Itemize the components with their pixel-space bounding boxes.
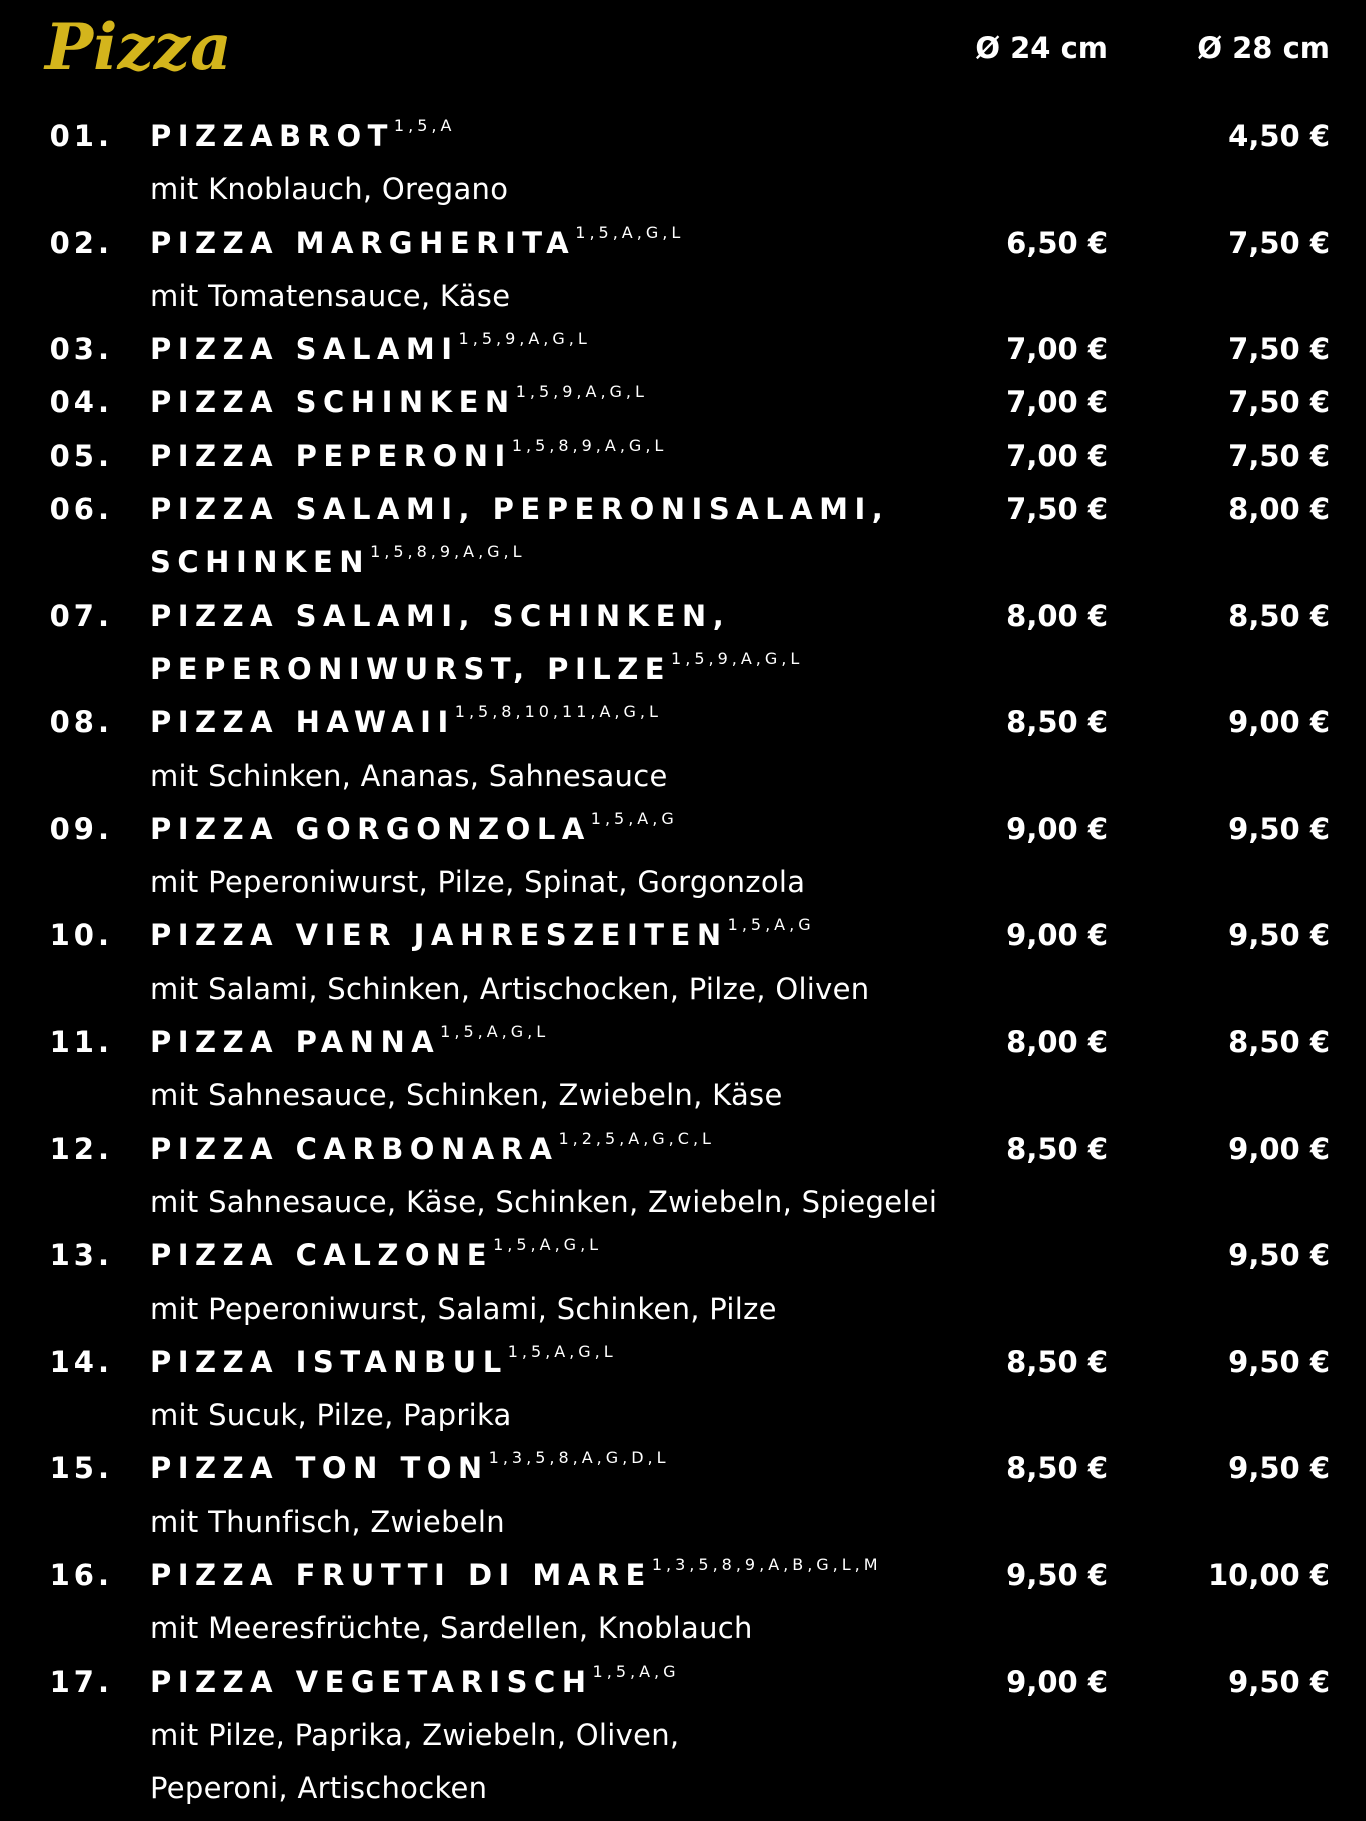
menu-item-row [0, 323, 1366, 376]
item-description: mit Salami, Schinken, Artischocken, Pilze, Oliven [150, 971, 870, 1006]
allergen-codes: 1,5,A,G,L [493, 1235, 603, 1255]
item-name [150, 376, 970, 433]
column-header-24cm: Ø 24 cm [975, 31, 1108, 65]
allergen-codes: 1,5,A,G,L [507, 1341, 617, 1361]
item-number: 14. [49, 1344, 113, 1379]
page-title: Pizza [45, 10, 232, 85]
item-number: 11. [49, 1025, 113, 1060]
price-28cm: 8,50 € [1228, 598, 1330, 633]
item-name-text: PIZZABROT [150, 119, 394, 153]
allergen-codes: 1,5,A,G,L [440, 1022, 550, 1042]
allergen-codes: 1,5,9,A,G,L [458, 329, 591, 349]
menu-item-row [0, 1016, 1366, 1069]
item-number: 03. [49, 332, 113, 367]
allergen-codes: 1,5,A [393, 116, 456, 135]
price-24cm: 8,50 € [1006, 1131, 1108, 1166]
price-24cm: 8,00 € [1006, 598, 1108, 633]
item-number: 10. [49, 918, 113, 953]
price-24cm: 7,00 € [1006, 385, 1108, 420]
item-description: mit Sahnesauce, Käse, Schinken, Zwiebeln, Spiegelei [150, 1184, 938, 1219]
allergen-codes: 1,5,9,A,G,L [515, 382, 648, 402]
menu-item-row [0, 376, 1366, 429]
price-28cm: 9,50 € [1228, 811, 1330, 846]
item-name [150, 1336, 970, 1393]
item-name [150, 110, 970, 167]
item-description: mit Sucuk, Pilze, Paprika [150, 1398, 512, 1433]
allergen-codes: 1,5,A,G,L [575, 222, 685, 242]
price-28cm: 7,50 € [1228, 385, 1330, 420]
menu-item-row [0, 696, 1366, 749]
price-28cm: 9,50 € [1228, 1344, 1330, 1379]
item-name [150, 803, 970, 860]
item-number: 02. [49, 225, 113, 260]
item-number: 06. [49, 492, 113, 527]
menu-item-description-row [0, 1069, 1366, 1122]
allergen-codes: 1,5,8,9,A,G,L [370, 542, 526, 562]
item-name [150, 1442, 970, 1499]
menu-item-row [0, 909, 1366, 962]
item-name-text: PIZZA SALAMI, PEPERONISALAMI, [150, 492, 890, 527]
item-name-text: PIZZA CARBONARA [150, 1131, 559, 1166]
item-name [150, 323, 970, 380]
item-number: 04. [49, 385, 113, 420]
menu-item-description-row [0, 1283, 1366, 1336]
item-name-text: PIZZA VIER JAHRESZEITEN [150, 918, 728, 953]
menu-item-row [0, 803, 1366, 856]
price-24cm: 7,50 € [1006, 492, 1108, 527]
item-description: mit Meeresfrüchte, Sardellen, Knoblauch [150, 1611, 753, 1646]
item-name [150, 430, 970, 487]
allergen-codes: 1,2,5,A,G,C,L [558, 1128, 715, 1148]
item-number: 05. [49, 438, 113, 473]
menu-item-description-row [0, 1762, 1366, 1815]
item-name-text: PEPERONIWURST, PILZE [150, 651, 672, 686]
allergen-codes: 1,5,9,A,G,L [671, 648, 804, 668]
allergen-codes: 1,5,A,G [727, 915, 815, 935]
item-number: 15. [49, 1451, 113, 1486]
price-28cm: 9,00 € [1228, 705, 1330, 740]
price-24cm: 8,50 € [1006, 1451, 1108, 1486]
price-28cm: 9,50 € [1228, 1238, 1330, 1273]
price-24cm: 7,00 € [1006, 438, 1108, 473]
item-name [150, 1123, 970, 1180]
menu-item-row [0, 590, 1366, 643]
item-name-text: PIZZA VEGETARISCH [150, 1664, 593, 1699]
item-name-text: PIZZA PEPERONI [150, 438, 512, 473]
item-description: mit Knoblauch, Oregano [150, 172, 509, 207]
menu-item-description-row [0, 270, 1366, 323]
item-name-text: PIZZA PANNA [150, 1025, 441, 1060]
item-name-text: PIZZA FRUTTI DI MARE [150, 1558, 652, 1593]
menu-item-description-row [0, 1176, 1366, 1229]
item-name [150, 643, 970, 700]
item-description: Peperoni, Artischocken [150, 1771, 488, 1806]
item-description: mit Schinken, Ananas, Sahnesauce [150, 758, 668, 793]
price-28cm: 4,50 € [1228, 119, 1330, 153]
item-name [150, 1549, 970, 1606]
menu-item-row [0, 483, 1366, 536]
price-24cm: 9,00 € [1006, 1664, 1108, 1699]
price-24cm: 9,00 € [1006, 811, 1108, 846]
item-description: mit Thunfisch, Zwiebeln [150, 1504, 505, 1539]
menu-item-description-row [0, 1602, 1366, 1655]
allergen-codes: 1,5,A,G [592, 1661, 680, 1681]
item-name [150, 1229, 970, 1286]
price-24cm: 9,00 € [1006, 918, 1108, 953]
price-28cm: 8,00 € [1228, 492, 1330, 527]
menu-item-row [0, 1336, 1366, 1389]
item-number: 16. [49, 1558, 113, 1593]
menu-item-description-row [0, 1496, 1366, 1549]
menu-item-row [0, 1549, 1366, 1602]
item-name [150, 483, 970, 536]
menu-item-row [0, 430, 1366, 483]
item-number: 12. [49, 1131, 113, 1166]
menu-item-row [0, 1229, 1366, 1282]
item-name-text: PIZZA MARGHERITA [150, 225, 576, 260]
menu-item-row [0, 1123, 1366, 1176]
price-28cm: 7,50 € [1228, 438, 1330, 473]
item-number: 13. [49, 1238, 113, 1273]
item-description: mit Peperoniwurst, Pilze, Spinat, Gorgonzola [150, 865, 806, 900]
item-name [150, 1656, 970, 1713]
allergen-codes: 1,3,5,8,9,A,B,G,L,M [651, 1555, 882, 1575]
allergen-codes: 1,5,8,10,11,A,G,L [454, 702, 662, 722]
price-24cm: 6,50 € [1006, 225, 1108, 260]
menu-item-description-row [0, 963, 1366, 1016]
item-name [150, 217, 970, 274]
item-number: 09. [49, 811, 113, 846]
price-28cm: 9,50 € [1228, 918, 1330, 953]
item-name-text: SCHINKEN [150, 545, 371, 580]
item-name-text: PIZZA ISTANBUL [150, 1344, 508, 1379]
item-number: 17. [49, 1664, 113, 1699]
price-24cm: 8,00 € [1006, 1025, 1108, 1060]
menu-item-description-row [0, 1389, 1366, 1442]
item-description: mit Pilze, Paprika, Zwiebeln, Oliven, [150, 1717, 680, 1752]
item-description: mit Tomatensauce, Käse [150, 278, 511, 313]
item-name [150, 696, 970, 753]
allergen-codes: 1,3,5,8,A,G,D,L [488, 1448, 670, 1468]
allergen-codes: 1,5,A,G [590, 808, 678, 828]
item-name-text: PIZZA TON TON [150, 1451, 489, 1486]
item-name [150, 590, 970, 643]
price-24cm: 9,50 € [1006, 1558, 1108, 1593]
item-number: 08. [49, 705, 113, 740]
price-28cm: 9,50 € [1228, 1451, 1330, 1486]
menu-item-description-row [0, 856, 1366, 909]
price-28cm: 10,00 € [1207, 1558, 1330, 1593]
price-28cm: 8,50 € [1228, 1025, 1330, 1060]
price-28cm: 9,00 € [1228, 1131, 1330, 1166]
item-name-text: PIZZA HAWAII [150, 705, 455, 740]
menu-list [0, 110, 1366, 1816]
menu-item-description-row [0, 163, 1366, 216]
menu-item-name-continuation [0, 536, 1366, 589]
menu-item-row [0, 1656, 1366, 1709]
item-name [150, 1016, 970, 1073]
price-28cm: 9,50 € [1228, 1664, 1330, 1699]
price-24cm: 8,50 € [1006, 1344, 1108, 1379]
item-number: 07. [49, 598, 113, 633]
item-name-text: PIZZA SCHINKEN [150, 385, 516, 420]
menu-item-description-row [0, 750, 1366, 803]
price-24cm: 8,50 € [1006, 705, 1108, 740]
item-name-text: PIZZA SALAMI, SCHINKEN, [150, 598, 731, 633]
price-28cm: 7,50 € [1228, 332, 1330, 367]
menu-item-row [0, 110, 1366, 163]
price-24cm: 7,00 € [1006, 332, 1108, 367]
menu-item-name-continuation [0, 643, 1366, 696]
item-name [150, 536, 970, 593]
item-description: mit Peperoniwurst, Salami, Schinken, Pilze [150, 1291, 777, 1326]
menu-item-row [0, 1442, 1366, 1495]
item-name [150, 909, 970, 966]
item-name-text: PIZZA GORGONZOLA [150, 811, 591, 846]
item-name-text: PIZZA SALAMI [150, 332, 459, 367]
menu-item-description-row [0, 1709, 1366, 1762]
menu-item-row [0, 217, 1366, 270]
item-description: mit Sahnesauce, Schinken, Zwiebeln, Käse [150, 1078, 783, 1113]
price-28cm: 7,50 € [1228, 225, 1330, 260]
column-header-28cm: Ø 28 cm [1197, 31, 1330, 65]
allergen-codes: 1,5,8,9,A,G,L [511, 435, 668, 455]
item-number: 01. [49, 119, 113, 153]
item-name-text: PIZZA CALZONE [150, 1238, 494, 1273]
